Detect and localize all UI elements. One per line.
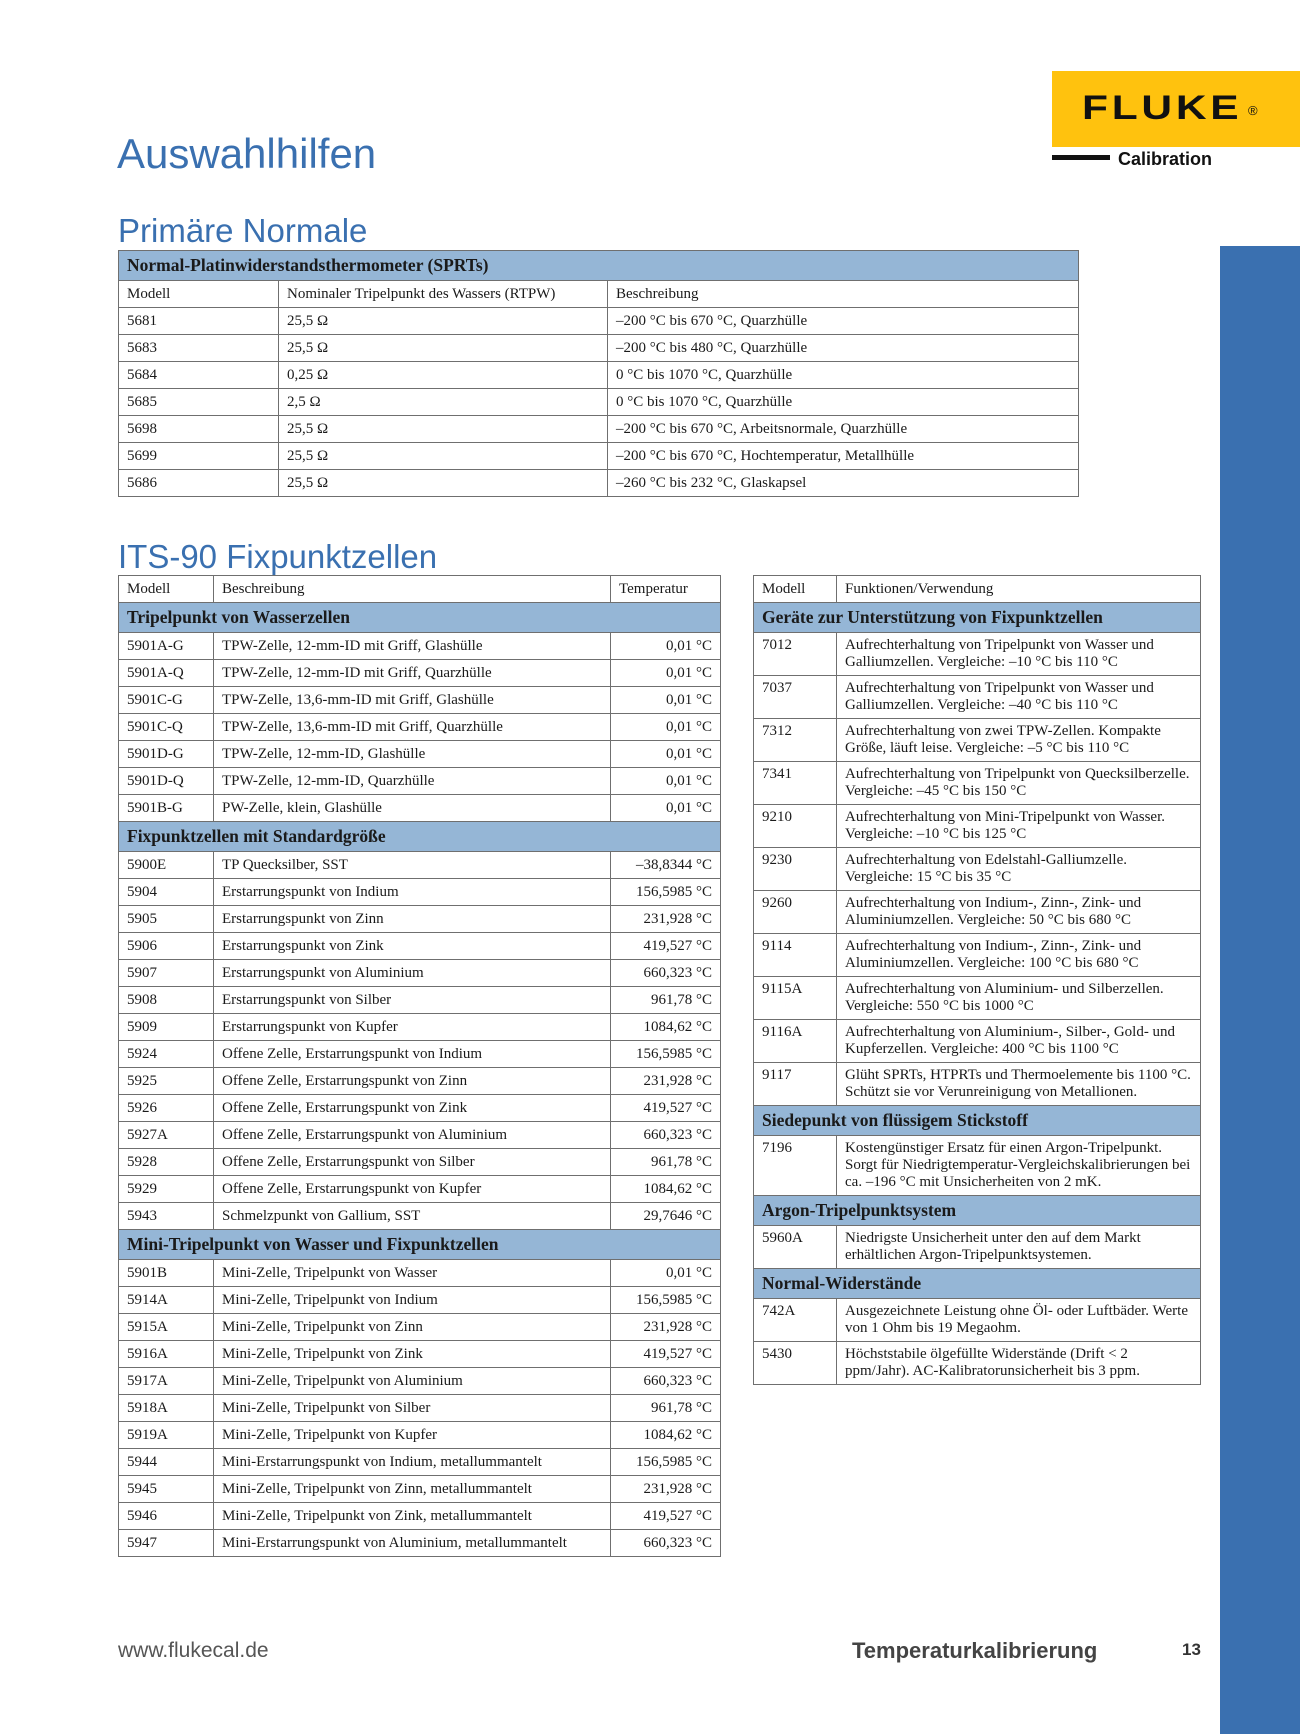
temperature-cell: 961,78 °C bbox=[611, 1149, 721, 1176]
table-row bbox=[754, 848, 1201, 891]
table-row bbox=[754, 934, 1201, 977]
description-cell: Erstarrungspunkt von Kupfer bbox=[214, 1014, 611, 1041]
model-cell: 9117 bbox=[754, 1063, 837, 1106]
column-header: Modell bbox=[119, 576, 214, 603]
section-header-row bbox=[119, 603, 721, 633]
temperature-cell: 419,527 °C bbox=[611, 933, 721, 960]
temperature-cell: 156,5985 °C bbox=[611, 879, 721, 906]
table-row bbox=[119, 960, 721, 987]
table-row bbox=[119, 660, 721, 687]
temperature-cell: 156,5985 °C bbox=[611, 1287, 721, 1314]
logo-bar bbox=[1052, 155, 1110, 160]
model-cell: 5947 bbox=[119, 1530, 214, 1557]
temperature-cell: 156,5985 °C bbox=[611, 1449, 721, 1476]
description-cell: Aufrechterhaltung von Indium-, Zinn-, Zink- und Aluminiumzellen. Vergleiche: 100 °C bis 680 °C bbox=[837, 934, 1201, 977]
description-cell: Mini-Zelle, Tripelpunkt von Indium bbox=[214, 1287, 611, 1314]
table-row bbox=[119, 416, 1079, 443]
description-cell: Mini-Zelle, Tripelpunkt von Silber bbox=[214, 1395, 611, 1422]
temperature-cell: 660,323 °C bbox=[611, 960, 721, 987]
table-row bbox=[754, 762, 1201, 805]
model-cell: 5944 bbox=[119, 1449, 214, 1476]
model-cell: 5901B bbox=[119, 1260, 214, 1287]
table-row bbox=[119, 1203, 721, 1230]
temperature-cell: 419,527 °C bbox=[611, 1341, 721, 1368]
description-cell: –260 °C bis 232 °C, Glaskapsel bbox=[608, 470, 1079, 497]
description-cell: TPW-Zelle, 12-mm-ID mit Griff, Glashülle bbox=[214, 633, 611, 660]
table-row bbox=[119, 1530, 721, 1557]
description-cell: 0 °C bis 1070 °C, Quarzhülle bbox=[608, 389, 1079, 416]
table-row bbox=[119, 1014, 721, 1041]
model-cell: 5909 bbox=[119, 1014, 214, 1041]
description-cell: 0,25 Ω bbox=[279, 362, 608, 389]
temperature-cell: 231,928 °C bbox=[611, 1068, 721, 1095]
temperature-cell: 0,01 °C bbox=[611, 741, 721, 768]
description-cell: Glüht SPRTs, HTPRTs und Thermoelemente bis 1100 °C. Schützt sie vor Verunreinigung von Metallionen. bbox=[837, 1063, 1201, 1106]
description-cell: Mini-Zelle, Tripelpunkt von Zink bbox=[214, 1341, 611, 1368]
model-cell: 5683 bbox=[119, 335, 279, 362]
table-row bbox=[119, 1341, 721, 1368]
description-cell: Erstarrungspunkt von Indium bbox=[214, 879, 611, 906]
table-row bbox=[119, 741, 721, 768]
description-cell: 25,5 Ω bbox=[279, 470, 608, 497]
description-cell: –200 °C bis 670 °C, Quarzhülle bbox=[608, 308, 1079, 335]
temperature-cell: 1084,62 °C bbox=[611, 1176, 721, 1203]
description-cell: 25,5 Ω bbox=[279, 416, 608, 443]
table-row bbox=[119, 1041, 721, 1068]
sprt-table-title: Normal-Platinwiderstandsthermometer (SPRTs) bbox=[119, 251, 1079, 281]
description-cell: Erstarrungspunkt von Silber bbox=[214, 987, 611, 1014]
description-cell: Mini-Zelle, Tripelpunkt von Zinn, metallummantelt bbox=[214, 1476, 611, 1503]
description-cell: Mini-Zelle, Tripelpunkt von Wasser bbox=[214, 1260, 611, 1287]
table-row bbox=[119, 1449, 721, 1476]
description-cell: Niedrigste Unsicherheit unter den auf dem Markt erhältlichen Argon-Tripelpunktsystemen. bbox=[837, 1226, 1201, 1269]
section-title: Tripelpunkt von Wasserzellen bbox=[119, 603, 721, 633]
model-cell: 5901A-Q bbox=[119, 660, 214, 687]
model-cell: 5914A bbox=[119, 1287, 214, 1314]
description-cell: Offene Zelle, Erstarrungspunkt von Indium bbox=[214, 1041, 611, 1068]
section-header-row bbox=[754, 1269, 1201, 1299]
model-cell: 9114 bbox=[754, 934, 837, 977]
table-row bbox=[754, 719, 1201, 762]
model-cell: 5918A bbox=[119, 1395, 214, 1422]
section-header-row bbox=[119, 1230, 721, 1260]
model-cell: 5927A bbox=[119, 1122, 214, 1149]
description-cell: TP Quecksilber, SST bbox=[214, 852, 611, 879]
model-cell: 5925 bbox=[119, 1068, 214, 1095]
section-title: Argon-Tripelpunktsystem bbox=[754, 1196, 1201, 1226]
temperature-cell: 419,527 °C bbox=[611, 1095, 721, 1122]
table-row bbox=[754, 1226, 1201, 1269]
model-cell: 9230 bbox=[754, 848, 837, 891]
description-cell: –200 °C bis 670 °C, Arbeitsnormale, Quarzhülle bbox=[608, 416, 1079, 443]
sprt-table bbox=[118, 250, 1079, 497]
model-cell: 5430 bbox=[754, 1342, 837, 1385]
model-cell: 7196 bbox=[754, 1136, 837, 1196]
table-row bbox=[754, 1020, 1201, 1063]
model-cell: 9260 bbox=[754, 891, 837, 934]
description-cell: Offene Zelle, Erstarrungspunkt von Zinn bbox=[214, 1068, 611, 1095]
model-cell: 9116A bbox=[754, 1020, 837, 1063]
description-cell: Schmelzpunkt von Gallium, SST bbox=[214, 1203, 611, 1230]
table-row bbox=[754, 977, 1201, 1020]
description-cell: Mini-Erstarrungspunkt von Aluminium, metallummantelt bbox=[214, 1530, 611, 1557]
temperature-cell: 0,01 °C bbox=[611, 768, 721, 795]
temperature-cell: 1084,62 °C bbox=[611, 1014, 721, 1041]
description-cell: 25,5 Ω bbox=[279, 443, 608, 470]
table-row bbox=[119, 933, 721, 960]
description-cell: Ausgezeichnete Leistung ohne Öl- oder Luftbäder. Werte von 1 Ohm bis 19 Megaohm. bbox=[837, 1299, 1201, 1342]
table-row bbox=[119, 1476, 721, 1503]
model-cell: 742A bbox=[754, 1299, 837, 1342]
page-title: Auswahlhilfen bbox=[117, 130, 377, 177]
section-header-row bbox=[754, 603, 1201, 633]
column-header: Modell bbox=[119, 281, 279, 308]
temperature-cell: 0,01 °C bbox=[611, 714, 721, 741]
model-cell: 5928 bbox=[119, 1149, 214, 1176]
table-row bbox=[754, 633, 1201, 676]
model-cell: 5900E bbox=[119, 852, 214, 879]
temperature-cell: 0,01 °C bbox=[611, 660, 721, 687]
model-cell: 7037 bbox=[754, 676, 837, 719]
description-cell: Aufrechterhaltung von Tripelpunkt von Wasser und Galliumzellen. Vergleiche: –10 °C bis 110 °C bbox=[837, 633, 1201, 676]
section-header-row bbox=[754, 1106, 1201, 1136]
model-cell: 5901A-G bbox=[119, 633, 214, 660]
table-row bbox=[119, 308, 1079, 335]
model-cell: 5929 bbox=[119, 1176, 214, 1203]
section-title: Fixpunktzellen mit Standardgröße bbox=[119, 822, 721, 852]
temperature-cell: 419,527 °C bbox=[611, 1503, 721, 1530]
table-row bbox=[119, 470, 1079, 497]
description-cell: Offene Zelle, Erstarrungspunkt von Zink bbox=[214, 1095, 611, 1122]
table-row bbox=[119, 1395, 721, 1422]
logo-wordmark: FLUKE bbox=[1082, 89, 1243, 127]
table-row bbox=[754, 676, 1201, 719]
temperature-cell: 0,01 °C bbox=[611, 633, 721, 660]
description-cell: Aufrechterhaltung von Mini-Tripelpunkt von Wasser. Vergleiche: –10 °C bis 125 °C bbox=[837, 805, 1201, 848]
table-row bbox=[754, 1136, 1201, 1196]
model-cell: 5906 bbox=[119, 933, 214, 960]
model-cell: 9210 bbox=[754, 805, 837, 848]
description-cell: Aufrechterhaltung von zwei TPW-Zellen. Kompakte Größe, läuft leise. Vergleiche: –5 °C bis 110 °C bbox=[837, 719, 1201, 762]
table-row bbox=[119, 1503, 721, 1530]
model-cell: 5908 bbox=[119, 987, 214, 1014]
table-row bbox=[119, 1149, 721, 1176]
table-header-row bbox=[119, 281, 1079, 308]
column-header: Funktionen/Verwendung bbox=[837, 576, 1201, 603]
section-header-row bbox=[119, 822, 721, 852]
description-cell: Aufrechterhaltung von Tripelpunkt von Quecksilberzelle. Vergleiche: –45 °C bis 150 °C bbox=[837, 762, 1201, 805]
description-cell: Erstarrungspunkt von Zink bbox=[214, 933, 611, 960]
model-cell: 5917A bbox=[119, 1368, 214, 1395]
temperature-cell: 660,323 °C bbox=[611, 1368, 721, 1395]
model-cell: 5907 bbox=[119, 960, 214, 987]
description-cell: Aufrechterhaltung von Aluminium-, Silber-, Gold- und Kupferzellen. Vergleiche: 400 °C bis 1100 °C bbox=[837, 1020, 1201, 1063]
description-cell: 0 °C bis 1070 °C, Quarzhülle bbox=[608, 362, 1079, 389]
column-header: Temperatur bbox=[611, 576, 721, 603]
table-row bbox=[119, 1422, 721, 1449]
column-header: Nominaler Tripelpunkt des Wassers (RTPW) bbox=[279, 281, 608, 308]
model-cell: 5945 bbox=[119, 1476, 214, 1503]
model-cell: 7312 bbox=[754, 719, 837, 762]
description-cell: TPW-Zelle, 13,6-mm-ID mit Griff, Quarzhülle bbox=[214, 714, 611, 741]
table-row bbox=[754, 1063, 1201, 1106]
description-cell: Höchststabile ölgefüllte Widerstände (Drift < 2 ppm/Jahr). AC-Kalibratorunsicherheit bis 3 ppm. bbox=[837, 1342, 1201, 1385]
description-cell: Mini-Zelle, Tripelpunkt von Aluminium bbox=[214, 1368, 611, 1395]
model-cell: 5904 bbox=[119, 879, 214, 906]
temperature-cell: 660,323 °C bbox=[611, 1530, 721, 1557]
description-cell: TPW-Zelle, 12-mm-ID, Quarzhülle bbox=[214, 768, 611, 795]
description-cell: TPW-Zelle, 13,6-mm-ID mit Griff, Glashülle bbox=[214, 687, 611, 714]
temperature-cell: 231,928 °C bbox=[611, 1476, 721, 1503]
table-row bbox=[119, 714, 721, 741]
description-cell: TPW-Zelle, 12-mm-ID mit Griff, Quarzhülle bbox=[214, 660, 611, 687]
table-row bbox=[119, 633, 721, 660]
model-cell: 5699 bbox=[119, 443, 279, 470]
description-cell: Aufrechterhaltung von Aluminium- und Silberzellen. Vergleiche: 550 °C bis 1000 °C bbox=[837, 977, 1201, 1020]
model-cell: 5681 bbox=[119, 308, 279, 335]
table-row bbox=[754, 1342, 1201, 1385]
fluke-logo bbox=[1052, 71, 1300, 169]
support-devices-table bbox=[753, 575, 1201, 1385]
table-row bbox=[119, 1287, 721, 1314]
table-row bbox=[119, 1314, 721, 1341]
logo-subtitle: Calibration bbox=[1118, 149, 1213, 169]
description-cell: Offene Zelle, Erstarrungspunkt von Kupfer bbox=[214, 1176, 611, 1203]
description-cell: –200 °C bis 670 °C, Hochtemperatur, Metallhülle bbox=[608, 443, 1079, 470]
description-cell: PW-Zelle, klein, Glashülle bbox=[214, 795, 611, 822]
model-cell: 5686 bbox=[119, 470, 279, 497]
temperature-cell: 0,01 °C bbox=[611, 1260, 721, 1287]
table-row bbox=[119, 906, 721, 933]
footer-title: Temperaturkalibrierung bbox=[852, 1638, 1098, 1663]
page-number: 13 bbox=[1182, 1640, 1201, 1659]
footer-url: www.flukecal.de bbox=[118, 1639, 269, 1662]
table-row bbox=[119, 335, 1079, 362]
temperature-cell: 0,01 °C bbox=[611, 687, 721, 714]
logo-yellow-box bbox=[1052, 71, 1300, 147]
description-cell: Mini-Erstarrungspunkt von Indium, metallummantelt bbox=[214, 1449, 611, 1476]
table-row bbox=[119, 879, 721, 906]
description-cell: Mini-Zelle, Tripelpunkt von Zinn bbox=[214, 1314, 611, 1341]
section-title: Geräte zur Unterstützung von Fixpunktzellen bbox=[754, 603, 1201, 633]
model-cell: 5943 bbox=[119, 1203, 214, 1230]
model-cell: 5684 bbox=[119, 362, 279, 389]
table-row bbox=[119, 443, 1079, 470]
description-cell: Aufrechterhaltung von Indium-, Zinn-, Zink- und Aluminiumzellen. Vergleiche: 50 °C bis 680 °C bbox=[837, 891, 1201, 934]
table-row bbox=[119, 1176, 721, 1203]
temperature-cell: 156,5985 °C bbox=[611, 1041, 721, 1068]
table-row bbox=[119, 1068, 721, 1095]
model-cell: 5915A bbox=[119, 1314, 214, 1341]
its90-table bbox=[118, 575, 721, 1557]
description-cell: Kostengünstiger Ersatz für einen Argon-Tripelpunkt. Sorgt für Niedrigtemperatur-Vergleichskalibrierungen bei ca. –196 °C mit Unsicherheiten von 2 mK. bbox=[837, 1136, 1201, 1196]
description-cell: Mini-Zelle, Tripelpunkt von Kupfer bbox=[214, 1422, 611, 1449]
sprt-section-heading: Primäre Normale bbox=[118, 212, 368, 249]
table-row bbox=[119, 987, 721, 1014]
table-row bbox=[119, 1260, 721, 1287]
section-title: Normal-Widerstände bbox=[754, 1269, 1201, 1299]
description-cell: –200 °C bis 480 °C, Quarzhülle bbox=[608, 335, 1079, 362]
model-cell: 5698 bbox=[119, 416, 279, 443]
temperature-cell: 961,78 °C bbox=[611, 1395, 721, 1422]
description-cell: 25,5 Ω bbox=[279, 308, 608, 335]
description-cell: Aufrechterhaltung von Edelstahl-Galliumzelle. Vergleiche: 15 °C bis 35 °C bbox=[837, 848, 1201, 891]
description-cell: 25,5 Ω bbox=[279, 335, 608, 362]
table-row bbox=[119, 795, 721, 822]
table-row bbox=[119, 389, 1079, 416]
temperature-cell: 231,928 °C bbox=[611, 1314, 721, 1341]
temperature-cell: 29,7646 °C bbox=[611, 1203, 721, 1230]
model-cell: 5901D-G bbox=[119, 741, 214, 768]
description-cell: TPW-Zelle, 12-mm-ID, Glashülle bbox=[214, 741, 611, 768]
model-cell: 5901B-G bbox=[119, 795, 214, 822]
model-cell: 5901C-G bbox=[119, 687, 214, 714]
section-title: Mini-Tripelpunkt von Wasser und Fixpunktzellen bbox=[119, 1230, 721, 1260]
model-cell: 5946 bbox=[119, 1503, 214, 1530]
model-cell: 5924 bbox=[119, 1041, 214, 1068]
description-cell: Mini-Zelle, Tripelpunkt von Zink, metallummantelt bbox=[214, 1503, 611, 1530]
temperature-cell: 660,323 °C bbox=[611, 1122, 721, 1149]
model-cell: 5960A bbox=[754, 1226, 837, 1269]
table-row bbox=[754, 805, 1201, 848]
section-header-row bbox=[754, 1196, 1201, 1226]
side-color-band bbox=[1220, 246, 1300, 1734]
model-cell: 5926 bbox=[119, 1095, 214, 1122]
logo-registered-mark: ® bbox=[1248, 103, 1258, 118]
description-cell: 2,5 Ω bbox=[279, 389, 608, 416]
model-cell: 5901C-Q bbox=[119, 714, 214, 741]
description-cell: Erstarrungspunkt von Zinn bbox=[214, 906, 611, 933]
section-title: Siedepunkt von flüssigem Stickstoff bbox=[754, 1106, 1201, 1136]
column-header: Beschreibung bbox=[214, 576, 611, 603]
table-row bbox=[754, 1299, 1201, 1342]
description-cell: Erstarrungspunkt von Aluminium bbox=[214, 960, 611, 987]
table-header-row bbox=[119, 576, 721, 603]
temperature-cell: 231,928 °C bbox=[611, 906, 721, 933]
temperature-cell: –38,8344 °C bbox=[611, 852, 721, 879]
temperature-cell: 961,78 °C bbox=[611, 987, 721, 1014]
table-row bbox=[754, 891, 1201, 934]
table-row bbox=[119, 1122, 721, 1149]
model-cell: 5919A bbox=[119, 1422, 214, 1449]
temperature-cell: 0,01 °C bbox=[611, 795, 721, 822]
table-row bbox=[119, 852, 721, 879]
column-header: Beschreibung bbox=[608, 281, 1079, 308]
description-cell: Offene Zelle, Erstarrungspunkt von Aluminium bbox=[214, 1122, 611, 1149]
table-row bbox=[119, 687, 721, 714]
its90-section-heading: ITS-90 Fixpunktzellen bbox=[118, 538, 438, 575]
model-cell: 7012 bbox=[754, 633, 837, 676]
model-cell: 5905 bbox=[119, 906, 214, 933]
table-title-row bbox=[119, 251, 1079, 281]
table-row bbox=[119, 1368, 721, 1395]
model-cell: 5685 bbox=[119, 389, 279, 416]
column-header: Modell bbox=[754, 576, 837, 603]
table-row bbox=[119, 1095, 721, 1122]
description-cell: Aufrechterhaltung von Tripelpunkt von Wasser und Galliumzellen. Vergleiche: –40 °C bis 110 °C bbox=[837, 676, 1201, 719]
model-cell: 5916A bbox=[119, 1341, 214, 1368]
model-cell: 7341 bbox=[754, 762, 837, 805]
temperature-cell: 1084,62 °C bbox=[611, 1422, 721, 1449]
table-header-row bbox=[754, 576, 1201, 603]
table-row bbox=[119, 768, 721, 795]
description-cell: Offene Zelle, Erstarrungspunkt von Silber bbox=[214, 1149, 611, 1176]
table-row bbox=[119, 362, 1079, 389]
model-cell: 5901D-Q bbox=[119, 768, 214, 795]
model-cell: 9115A bbox=[754, 977, 837, 1020]
